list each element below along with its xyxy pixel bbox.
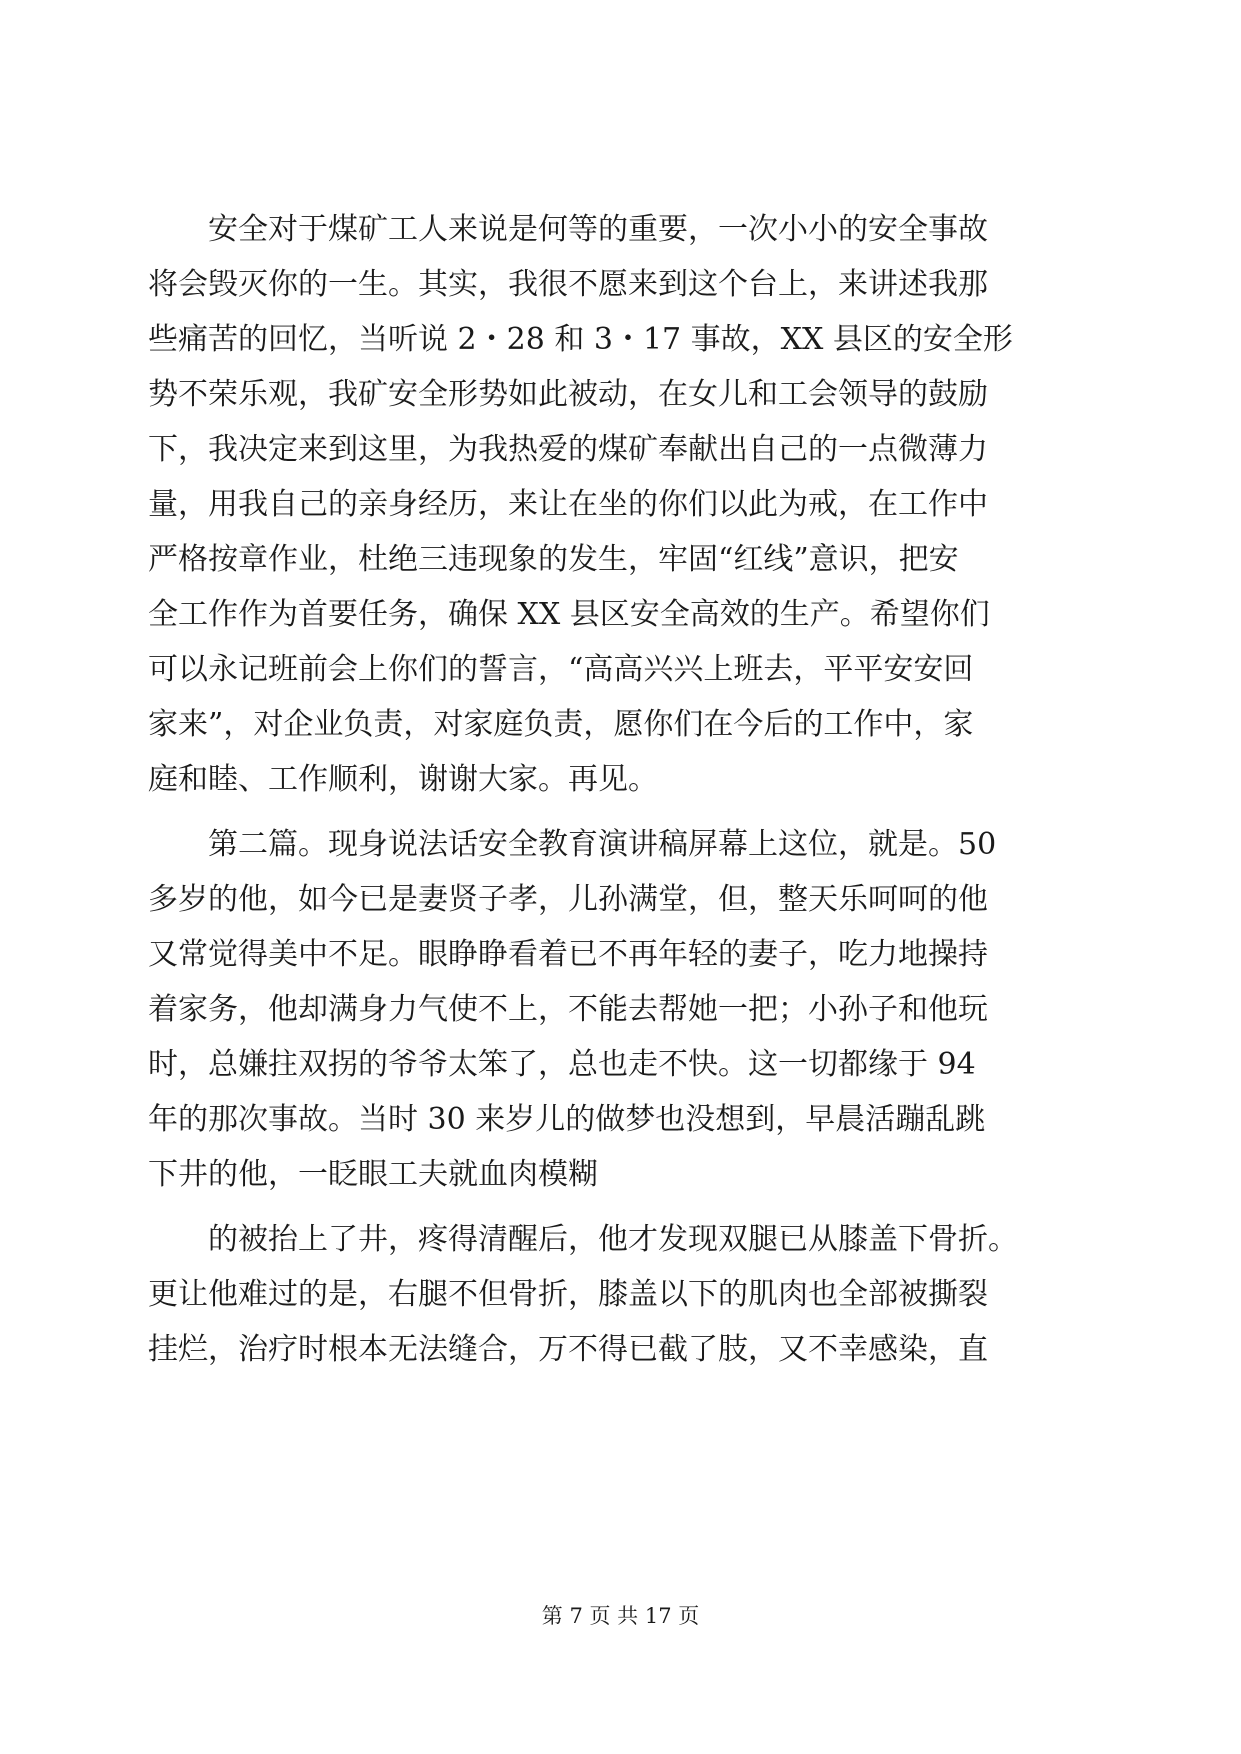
paragraph-3-line-3: 挂烂，治疗时根本无法缝合，万不得已截了肢，又不幸感染，直 — [148, 1332, 988, 1367]
paragraph-2-line-2: 多岁的他，如今已是妻贤子孝，儿孙满堂，但，整天乐呵呵的他 — [148, 882, 988, 917]
paragraph-2-line-7: 下井的他，一眨眼工夫就血肉模糊 — [148, 1157, 598, 1192]
paragraph-2-line-4: 着家务，他却满身力气使不上，不能去帮她一把；小孙子和他玩 — [148, 992, 988, 1027]
paragraph-1-line-6: 量，用我自己的亲身经历，来让在坐的你们以此为戒，在工作中 — [148, 487, 988, 522]
paragraph-1-line-4: 势不荣乐观，我矿安全形势如此被动，在女儿和工会领导的鼓励 — [148, 377, 988, 412]
paragraph-1-line-10: 家来”，对企业负责，对家庭负责，愿你们在今后的工作中，家 — [148, 707, 974, 742]
paragraph-1-line-2: 将会毁灭你的一生。其实，我很不愿来到这个台上，来讲述我那 — [148, 267, 988, 302]
page-number-footer: 第 7 页 共 17 页 — [541, 1604, 700, 1628]
paragraph-1-line-9: 可以永记班前会上你们的誓言，“高高兴兴上班去，平平安安回 — [148, 652, 974, 687]
paragraph-3-line-2: 更让他难过的是，右腿不但骨折，膝盖以下的肌肉也全部被撕裂 — [148, 1277, 988, 1312]
paragraph-1-line-5: 下，我决定来到这里，为我热爱的煤矿奉献出自己的一点微薄力 — [148, 432, 988, 467]
paragraph-2-line-3: 又常觉得美中不足。眼睁睁看着已不再年轻的妻子，吃力地操持 — [148, 937, 988, 972]
paragraph-1-line-3: 些痛苦的回忆，当听说 2・28 和 3・17 事故，XX 县区的安全形 — [148, 322, 1013, 357]
paragraph-2-line-6: 年的那次事故。当时 30 来岁儿的做梦也没想到，早晨活蹦乱跳 — [148, 1102, 986, 1137]
paragraph-1-line-11: 庭和睦、工作顺利，谢谢大家。再见。 — [148, 762, 658, 797]
paragraph-1-line-7: 严格按章作业，杜绝三违现象的发生，牢固“红线”意识，把安 — [148, 542, 959, 577]
paragraph-2-line-5: 时，总嫌拄双拐的爷爷太笨了，总也走不快。这一切都缘于 94 — [148, 1047, 976, 1082]
paragraph-2-line-1: 第二篇。现身说法话安全教育演讲稿屏幕上这位，就是。50 — [208, 827, 997, 862]
paragraph-3-line-1: 的被抬上了井，疼得清醒后，他才发现双腿已从膝盖下骨折。 — [208, 1222, 1018, 1257]
paragraph-1-line-8: 全工作作为首要任务，确保 XX 县区安全高效的生产。希望你们 — [148, 597, 990, 632]
paragraph-1-line-1: 安全对于煤矿工人来说是何等的重要，一次小小的安全事故 — [208, 212, 988, 247]
